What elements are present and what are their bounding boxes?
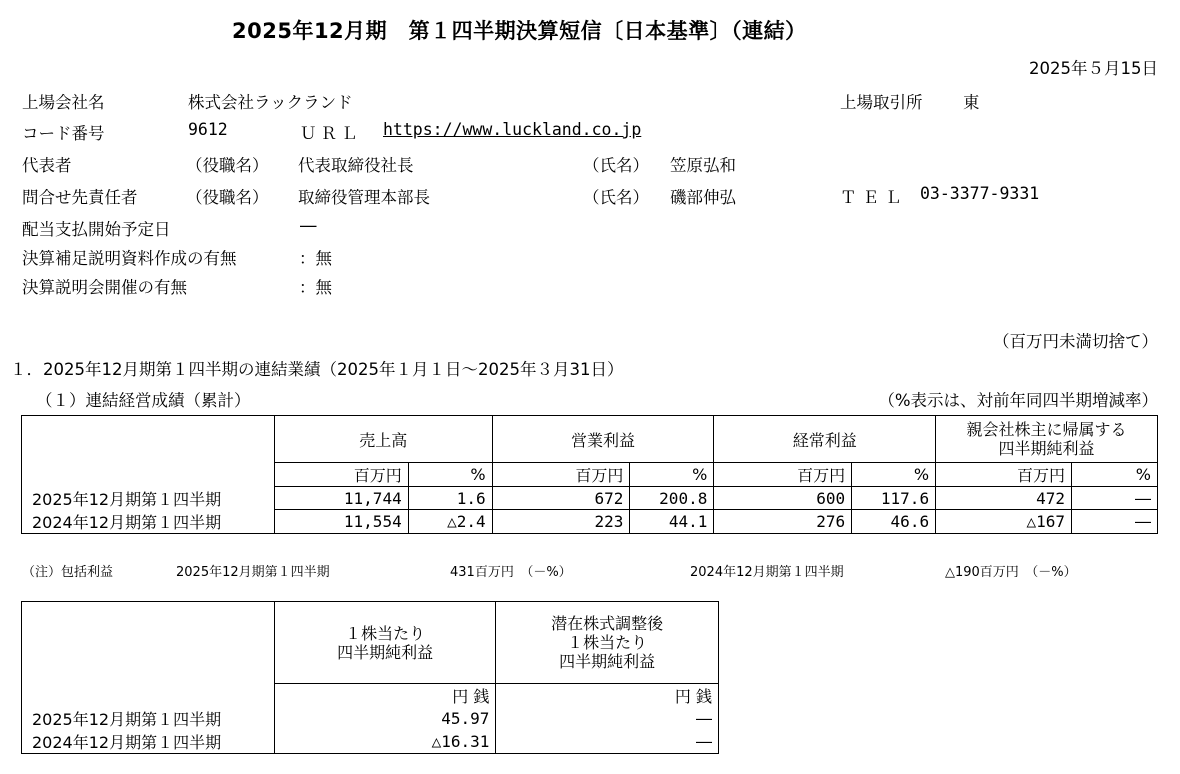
- supplementary-value: ：無: [299, 249, 332, 268]
- eps-value: △16.31: [274, 730, 496, 754]
- header-diluted-eps-line3: 四半期純利益: [559, 652, 656, 671]
- header-diluted-eps: [496, 602, 719, 684]
- ordinary-profit-value: 600: [714, 487, 852, 510]
- tel-value: 03-3377-9331: [920, 184, 1040, 203]
- ordinary-profit-change: 46.6: [852, 510, 936, 534]
- diluted-eps-unit: 円 銭: [496, 684, 719, 708]
- representative-label: 代表者: [22, 156, 72, 175]
- comprehensive-income-label: （注）包括利益: [22, 565, 114, 580]
- briefing-label: 決算説明会開催の有無: [22, 278, 187, 297]
- ordinary-profit-value: 276: [714, 510, 852, 534]
- net-income-change: ―: [1072, 487, 1158, 510]
- unit-cell: 百万円: [492, 463, 630, 487]
- comprehensive-income-period1: 2025年12月期第１四半期: [176, 565, 330, 580]
- exchange-value: 東: [963, 93, 980, 112]
- header-net-income-line2: 四半期純利益: [998, 439, 1095, 458]
- briefing-value: ：無: [299, 278, 332, 297]
- tel-label: ＴＥＬ: [840, 188, 908, 207]
- sales-change: 1.6: [408, 487, 492, 510]
- url-label: ＵＲＬ: [300, 124, 362, 143]
- net-income-value: 472: [936, 487, 1072, 510]
- report-date: 2025年５月15日: [1029, 59, 1158, 78]
- operating-profit-change: 44.1: [630, 510, 714, 534]
- table-row: [22, 487, 1158, 510]
- comprehensive-income-value1: 431百万円 （－%）: [450, 565, 572, 580]
- sales-change: △2.4: [408, 510, 492, 534]
- unit-cell: 百万円: [936, 463, 1072, 487]
- operating-profit-value: 223: [492, 510, 630, 534]
- header-net-income: [936, 416, 1158, 463]
- code-value: 9612: [188, 120, 228, 139]
- unit-cell: %: [852, 463, 936, 487]
- diluted-eps-value: ―: [496, 730, 719, 754]
- unit-note: （百万円未満切捨て）: [993, 332, 1158, 351]
- sales-value: 11,554: [274, 510, 408, 534]
- diluted-eps-value: ―: [496, 707, 719, 730]
- eps-value: 45.97: [274, 707, 496, 730]
- percent-note: （%表示は、対前年同四半期増減率）: [878, 391, 1158, 410]
- header-ordinary-profit: 経常利益: [714, 416, 936, 463]
- header-eps-line1: １株当たり: [345, 623, 426, 643]
- supplementary-label: 決算補足説明資料作成の有無: [22, 249, 237, 268]
- unit-blank: [22, 463, 275, 487]
- header-net-income-line1: 親会社株主に帰属する: [966, 420, 1127, 439]
- row-label: 2024年12月期第１四半期: [22, 730, 275, 754]
- results-header-row: [22, 416, 1158, 463]
- eps-header-blank: [22, 602, 275, 684]
- page-title: 2025年12月期 第１四半期決算短信〔日本基準〕（連結）: [232, 19, 807, 43]
- unit-cell: %: [408, 463, 492, 487]
- comprehensive-income-period2: 2024年12月期第１四半期: [690, 565, 844, 580]
- sales-value: 11,744: [274, 487, 408, 510]
- eps-unit: 円 銭: [274, 684, 496, 708]
- eps-header-row: [22, 602, 719, 684]
- company-name-label: 上場会社名: [22, 93, 105, 112]
- contact-name: 磯部伸弘: [670, 188, 736, 207]
- operating-profit-change: 200.8: [630, 487, 714, 510]
- eps-unit-row: [22, 684, 719, 708]
- comprehensive-income-value2: △190百万円 （－%）: [945, 565, 1077, 580]
- company-name: 株式会社ラックランド: [188, 93, 353, 112]
- rep-title-label: （役職名）: [186, 156, 269, 175]
- section-1-heading: １．2025年12月期第１四半期の連結業績（2025年１月１日～2025年３月31日）: [10, 360, 624, 379]
- table-row: [22, 510, 1158, 534]
- contact-label: 問合せ先責任者: [22, 188, 138, 207]
- consolidated-results-table: [21, 415, 1158, 534]
- header-diluted-eps-line2: １株当たり: [567, 633, 648, 652]
- unit-cell: 百万円: [274, 463, 408, 487]
- header-operating-profit: 営業利益: [492, 416, 714, 463]
- unit-cell: %: [630, 463, 714, 487]
- results-header-blank: [22, 416, 275, 463]
- rep-title: 代表取締役社長: [298, 156, 414, 175]
- table-row: [22, 707, 719, 730]
- dividend-label: 配当支払開始予定日: [22, 220, 171, 239]
- results-unit-row: [22, 463, 1158, 487]
- table-row: [22, 730, 719, 754]
- header-sales: 売上高: [274, 416, 492, 463]
- net-income-value: △167: [936, 510, 1072, 534]
- rep-name-label: （氏名）: [583, 156, 649, 175]
- contact-name-label: （氏名）: [583, 188, 649, 207]
- eps-unit-blank: [22, 684, 275, 708]
- header-eps: [274, 602, 496, 684]
- header-diluted-eps-line1: 潜在株式調整後: [551, 614, 664, 633]
- section-1-1-heading: （１）連結経営成績（累計）: [36, 391, 251, 410]
- operating-profit-value: 672: [492, 487, 630, 510]
- unit-cell: 百万円: [714, 463, 852, 487]
- dividend-value: ―: [300, 216, 317, 235]
- net-income-change: ―: [1072, 510, 1158, 534]
- row-label: 2025年12月期第１四半期: [22, 707, 275, 730]
- rep-name: 笠原弘和: [670, 156, 736, 175]
- code-label: コード番号: [22, 124, 105, 143]
- eps-table: [21, 601, 719, 754]
- ordinary-profit-change: 117.6: [852, 487, 936, 510]
- unit-cell: %: [1072, 463, 1158, 487]
- row-label: 2024年12月期第１四半期: [22, 510, 275, 534]
- exchange-label: 上場取引所: [840, 93, 923, 112]
- company-url-link[interactable]: https://www.luckland.co.jp: [383, 120, 642, 139]
- contact-title-label: （役職名）: [186, 188, 269, 207]
- contact-title: 取締役管理本部長: [298, 188, 430, 207]
- row-label: 2025年12月期第１四半期: [22, 487, 275, 510]
- header-eps-line2: 四半期純利益: [337, 642, 434, 662]
